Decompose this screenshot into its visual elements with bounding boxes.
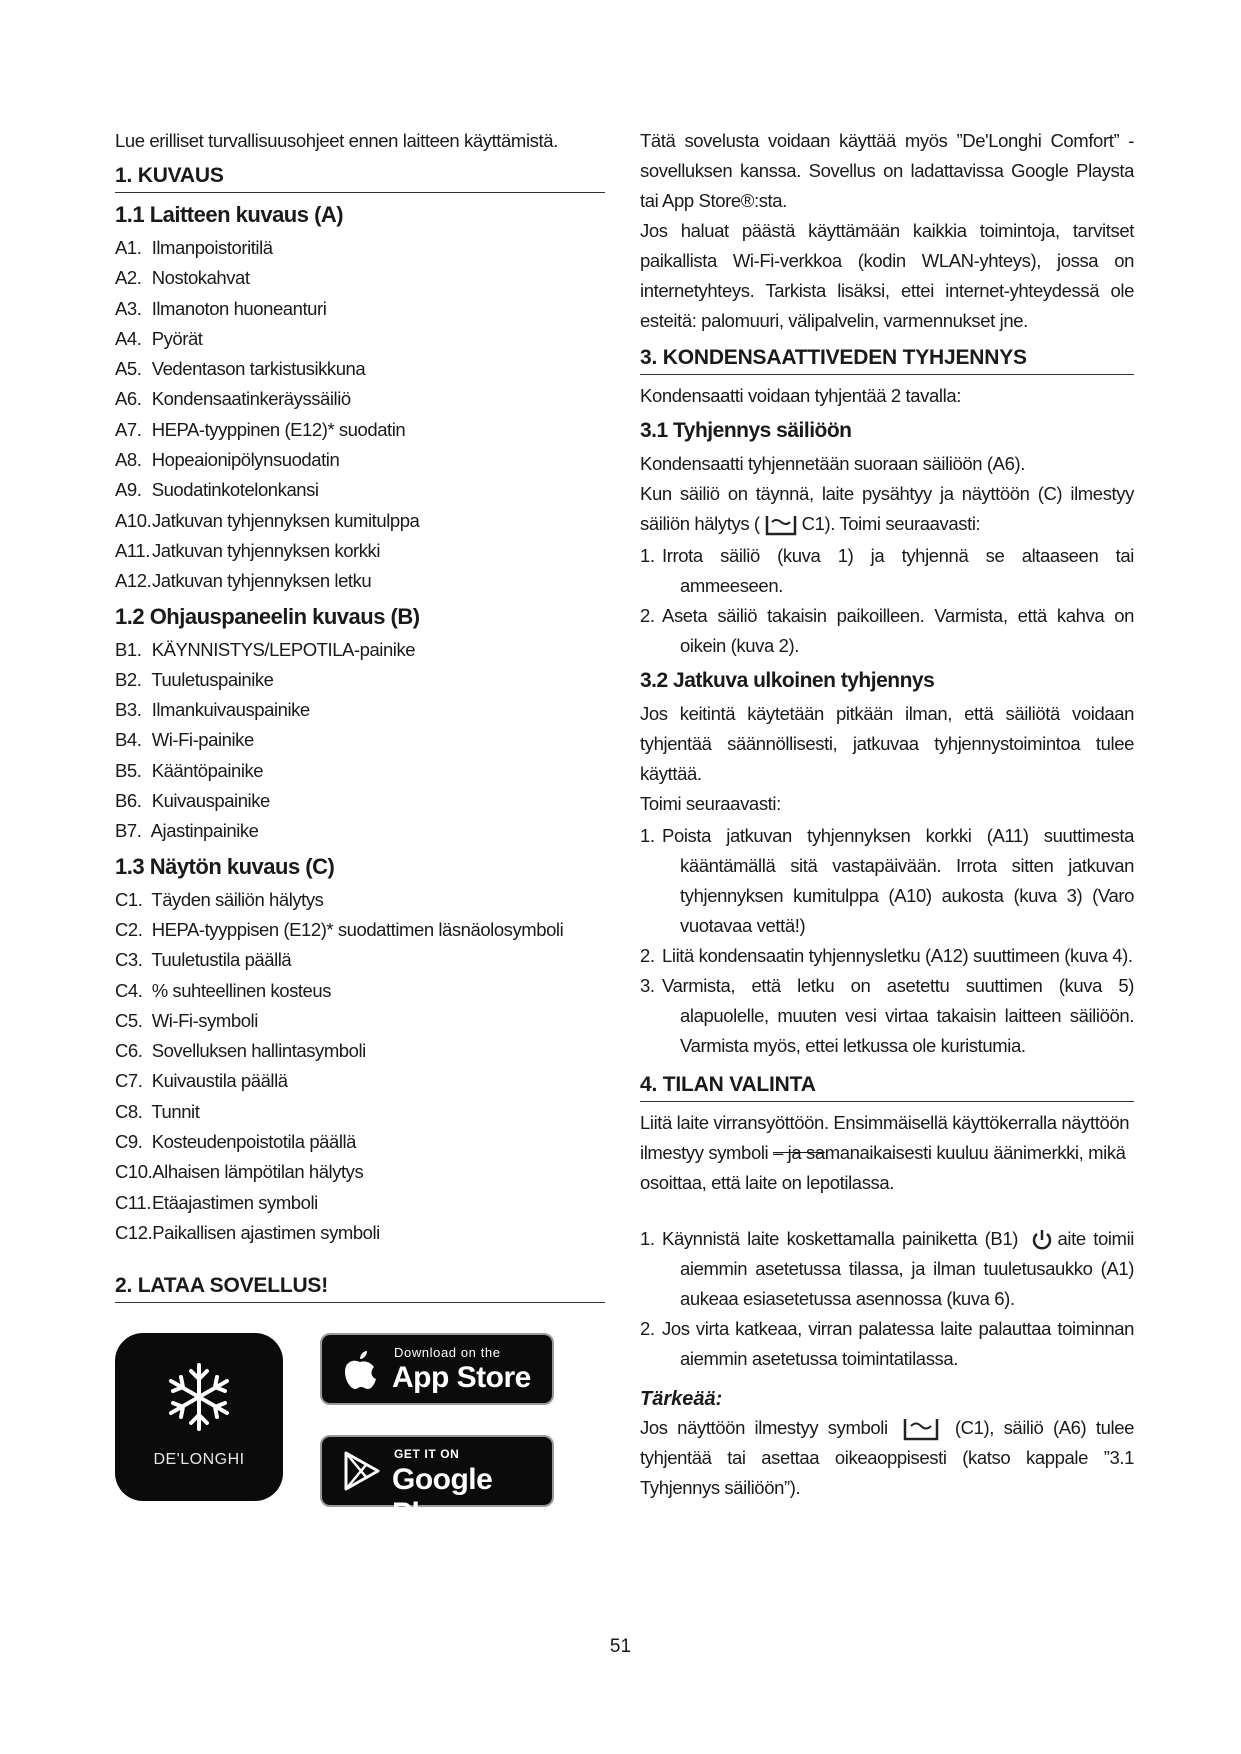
list-item: A3. Ilmanoton huoneanturi: [115, 297, 327, 319]
delonghi-app-icon[interactable]: [115, 1333, 283, 1501]
app-brand-label: DE'LONGHI: [153, 1451, 245, 1469]
list-item: C12.Paikallisen ajastimen symboli: [115, 1221, 380, 1243]
safety-intro: Lue erilliset turvallisuusohjeet ennen laitteen käyttämistä.: [115, 130, 558, 151]
list-item: 2. Aseta säiliö takaisin paikoilleen. Varmista, että kahva on oikein (kuva 2).: [640, 605, 1134, 656]
tank-full-icon: [764, 513, 798, 537]
section-3-intro: Kondensaatti voidaan tyhjentää 2 tavalla:: [640, 385, 961, 406]
list-item: 3. Varmista, että letku on asetettu suuttimen (kuva 5) alapuolelle, muuten vesi virtaa takaisin laitteen säiliöön. Varmista myös, ettei letkussa ole kuristumia.: [640, 975, 1134, 1056]
list-item: A2. Nostokahvat: [115, 267, 250, 289]
list-item: A6. Kondensaatinkeräyssäiliö: [115, 388, 351, 410]
google-play-icon: [340, 1449, 384, 1493]
app-store-big-text: App Store: [392, 1361, 531, 1395]
app-store-small-text: Download on the: [394, 1345, 501, 1361]
list-item: C10.Alhaisen lämpötilan hälytys: [115, 1161, 364, 1183]
section-1-title: 1. KUVAUS: [115, 164, 605, 193]
list-item: 2. Jos virta katkeaa, virran palatessa laite palauttaa toiminnan aiemmin asetetussa toimintatilassa.: [640, 1318, 1134, 1369]
list-item: A10.Jatkuvan tyhjennyksen kumitulppa: [115, 509, 420, 531]
list-item: C4. % suhteellinen kosteus: [115, 979, 332, 1001]
section-2-title: 2. LATAA SOVELLUS!: [115, 1274, 605, 1303]
section-3-2-p2: Toimi seuraavasti:: [640, 793, 781, 814]
section-4-title: 4. TILAN VALINTA: [640, 1073, 1134, 1102]
list-item: A5. Vedentason tarkistusikkuna: [115, 358, 366, 380]
section-3-1-p2: Kun säiliö on täynnä, laite pysähtyy ja näyttöön (C) ilmestyy säiliön hälytys ( C1). Toimi seuraavasti:: [640, 479, 1134, 539]
wifi-paragraph: Jos haluat päästä käyttämään kaikkia toimintoja, tarvitset paikallista Wi-Fi-verkkoa (kodin WLAN-yhteys), jossa on internetyhteys. Tarkista lisäksi, ettei internet-yhteydessä ole esteitä: palomuuri, välipalvelin, varmennukset jne.: [640, 220, 1134, 331]
list-item: C9. Kosteudenpoistotila päällä: [115, 1131, 356, 1153]
list-item: A1. Ilmanpoistoritilä: [115, 237, 273, 258]
list-item: C8. Tunnit: [115, 1100, 200, 1122]
google-play-big-text: Google Play: [392, 1463, 493, 1531]
list-item: 1. Irrota säiliö (kuva 1) ja tyhjennä se altaaseen tai ammeeseen.: [640, 545, 1134, 596]
google-play-badge[interactable]: [320, 1435, 554, 1531]
list-item: C2. HEPA-tyyppisen (E12)* suodattimen läsnäolosymboli: [115, 918, 564, 940]
list-item: B6. Kuivauspainike: [115, 790, 270, 812]
list-item: 1. Käynnistä laite koskettamalla painiketta (B1) aite toimii aiemmin asetetussa tilassa, ja ilman tuuletusaukko (A1) aukeaa esiasetetussa asennossa (kuva 6).: [640, 1228, 1134, 1309]
list-item: B2. Tuuletuspainike: [115, 668, 274, 690]
list-item: C11.Etäajastimen symboli: [115, 1191, 318, 1213]
section-1-3-title: 1.3 Näytön kuvaus (C): [115, 853, 335, 879]
list-item: 2. Liitä kondensaatin tyhjennysletku (A12) suuttimeen (kuva 4).: [640, 945, 1133, 966]
section-3-title: 3. KONDENSAATTIVEDEN TYHJENNYS: [640, 346, 1134, 375]
list-item: B1. KÄYNNISTYS/LEPOTILA-painike: [115, 638, 416, 660]
section-1-1-title: 1.1 Laitteen kuvaus (A): [115, 202, 344, 227]
list-item: C5. Wi-Fi-symboli: [115, 1009, 258, 1031]
app-download-area: [115, 1333, 605, 1531]
list-item: A8. Hopeaionipölynsuodatin: [115, 449, 340, 471]
list-item: B3. Ilmankuivauspainike: [115, 699, 310, 721]
list-item: B7. Ajastinpainike: [115, 820, 259, 842]
list-item: 1. Poista jatkuvan tyhjennyksen korkki (A11) suuttimesta kääntämällä sitä vastapäivään. Irrota sitten jatkuvan tyhjennyksen kumitulppa (A10) aukosta (kuva 3) (Varo vuotavaa vettä!): [640, 825, 1134, 936]
right-column: [640, 126, 1134, 1503]
important-title: Tärkeää:: [640, 1388, 723, 1410]
left-column: [115, 126, 605, 1531]
section-4-steps: [640, 1224, 1134, 1374]
list-item: A12.Jatkuvan tyhjennyksen letku: [115, 570, 372, 592]
section-3-1-steps: [640, 541, 1134, 661]
list-item: C3. Tuuletustila päällä: [115, 949, 292, 971]
section-3-2-steps: [640, 821, 1134, 1061]
section-3-1-title: 3.1 Tyhjennys säiliöön: [640, 419, 852, 442]
page-number: 51: [609, 1636, 632, 1657]
display-list: [115, 885, 605, 1249]
tank-full-icon: [901, 1416, 941, 1442]
list-item: A4. Pyörät: [115, 327, 203, 349]
device-parts-list: [115, 233, 605, 597]
important-paragraph: Jos näyttöön ilmestyy symboli (C1), säiliö (A6) tulee tyhjentää tai asettaa oikeaoppisesti (katso kappale ”3.1 Tyhjennys säiliöön”).: [640, 1417, 1135, 1498]
app-store-badge[interactable]: [320, 1333, 554, 1405]
list-item: C7. Kuivaustila päällä: [115, 1070, 288, 1092]
control-panel-list: [115, 635, 605, 847]
list-item: C6. Sovelluksen hallintasymboli: [115, 1040, 366, 1062]
section-3-1-p1: Kondensaatti tyhjennetään suoraan säiliöön (A6).: [640, 453, 1025, 474]
app-paragraph: Tätä sovelusta voidaan käyttää myös ”De'Longhi Comfort” -sovelluksen kanssa. Sovellus on ladattavissa Google Playsta tai App Store®:sta.: [640, 130, 1134, 211]
section-4-p1: Liitä laite virransyöttöön. Ensimmäisellä käyttökerralla näyttöön ilmestyy symboli – ja samanaikaisesti kuuluu äänimerkki, mikä osoittaa, että laite on lepotilassa.: [640, 1112, 1130, 1193]
list-item: A7. HEPA-tyyppinen (E12)* suodatin: [115, 418, 406, 440]
list-item: B4. Wi-Fi-painike: [115, 729, 254, 751]
apple-icon: [340, 1347, 380, 1391]
section-3-2-title: 3.2 Jatkuva ulkoinen tyhjennys: [640, 669, 935, 692]
list-item: B5. Kääntöpainike: [115, 759, 264, 781]
section-1-2-title: 1.2 Ohjauspaneelin kuvaus (B): [115, 603, 420, 629]
power-icon: [1030, 1228, 1054, 1252]
snowflake-icon: [161, 1359, 237, 1435]
google-play-small-text: GET IT ON: [394, 1447, 460, 1462]
section-3-2-p1: Jos keitintä käytetään pitkään ilman, että säiliötä voidaan tyhjentää säännöllisesti, jatkuvaa tyhjennystoimintoa tulee käyttää.: [640, 703, 1134, 784]
list-item: C1. Täyden säiliön hälytys: [115, 888, 324, 910]
list-item: A9. Suodatinkotelonkansi: [115, 479, 319, 501]
list-item: A11. Jatkuvan tyhjennyksen korkki: [115, 539, 381, 561]
